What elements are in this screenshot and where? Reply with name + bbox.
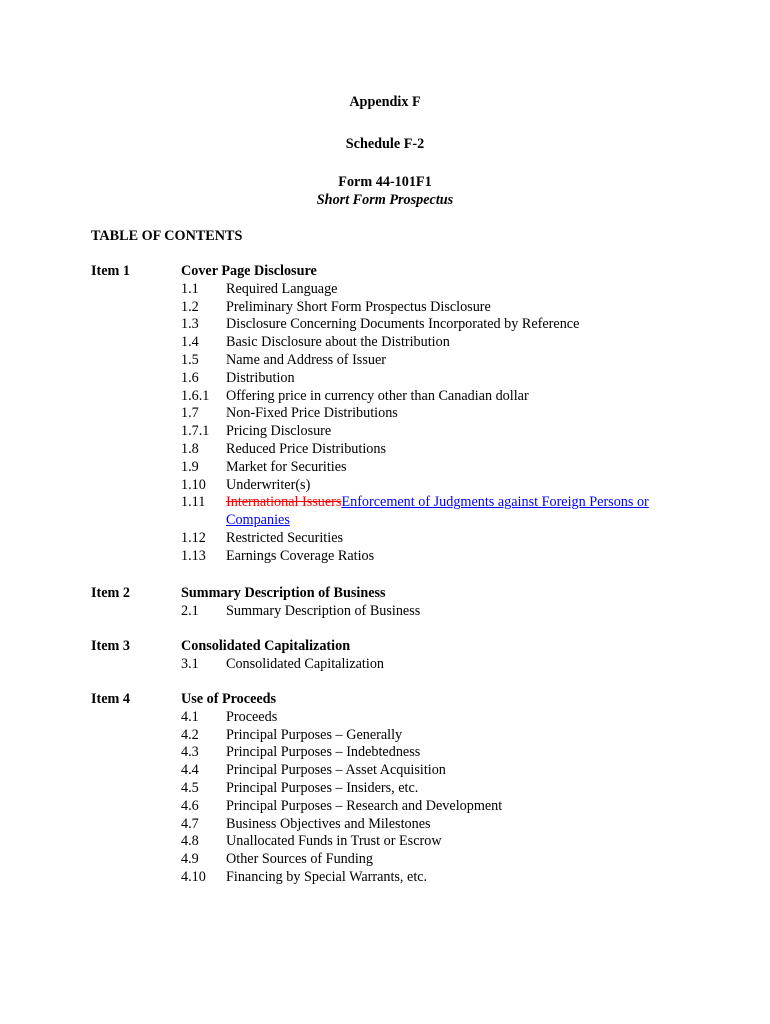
entry-text: Distribution xyxy=(226,369,295,386)
entry-text: Market for Securities xyxy=(226,458,347,475)
toc-entry xyxy=(181,370,701,388)
entry-number: 1.1 xyxy=(181,280,199,297)
entry-number: 4.1 xyxy=(181,708,199,725)
toc-entry xyxy=(181,530,701,548)
entry-number: 1.13 xyxy=(181,547,206,564)
entry-text xyxy=(226,494,696,530)
entry-text: Non-Fixed Price Distributions xyxy=(226,405,398,422)
entry-number: 4.2 xyxy=(181,726,199,743)
item-entries xyxy=(181,603,701,621)
item-entries xyxy=(181,281,701,566)
entry-text: Reduced Price Distributions xyxy=(226,440,386,457)
entry-text: Financing by Special Warrants, etc. xyxy=(226,868,428,885)
entry-text: Offering price in currency other than Canadian dollar xyxy=(226,387,529,404)
toc-entry xyxy=(181,851,701,869)
entry-number: 1.6 xyxy=(181,369,199,386)
entry-number: 3.1 xyxy=(181,655,199,672)
item-entries xyxy=(181,656,701,674)
entry-text: Principal Purposes – Insiders, etc. xyxy=(226,779,419,796)
entry-number: 1.5 xyxy=(181,351,199,368)
toc-entry xyxy=(181,869,701,887)
inserted-text: Enforcement of Judgments against Foreign Persons or Companies xyxy=(226,494,649,529)
entry-text: Principal Purposes – Indebtedness xyxy=(226,744,421,761)
toc-heading: TABLE OF CONTENTS xyxy=(91,228,243,244)
item-title: Consolidated Capitalization xyxy=(181,638,351,654)
entry-number: 1.10 xyxy=(181,476,206,493)
item-entries xyxy=(181,709,701,887)
entry-text: Proceeds xyxy=(226,708,278,725)
entry-text: Underwriter(s) xyxy=(226,476,311,493)
toc-entry xyxy=(181,441,701,459)
entry-number: 1.9 xyxy=(181,458,199,475)
toc-entry xyxy=(181,405,701,423)
item-title: Cover Page Disclosure xyxy=(181,263,317,279)
entry-text: Restricted Securities xyxy=(226,529,344,546)
item-title: Summary Description of Business xyxy=(181,585,386,601)
form-subtitle: Short Form Prospectus xyxy=(316,192,454,208)
entry-text: Other Sources of Funding xyxy=(226,851,373,868)
toc-entry xyxy=(181,798,701,816)
toc-entry xyxy=(181,299,701,317)
toc-entry xyxy=(181,423,701,441)
entry-text: Required Language xyxy=(226,280,338,297)
item-label: Item 3 xyxy=(91,638,131,654)
toc-entry xyxy=(181,477,701,495)
item-label: Item 4 xyxy=(91,691,131,707)
entry-number: 4.7 xyxy=(181,815,199,832)
toc-entry xyxy=(181,727,701,745)
entry-text: Unallocated Funds in Trust or Escrow xyxy=(226,833,442,850)
toc-entry xyxy=(181,709,701,727)
toc-entry xyxy=(181,780,701,798)
toc-entry xyxy=(181,316,701,334)
entry-number: 1.6.1 xyxy=(181,387,210,404)
form-title: Form 44-101F1 xyxy=(338,174,432,190)
entry-number: 1.12 xyxy=(181,529,206,546)
entry-text: Pricing Disclosure xyxy=(226,423,332,440)
entry-text: Basic Disclosure about the Distribution xyxy=(226,334,450,351)
entry-number: 4.10 xyxy=(181,868,206,885)
toc-entry xyxy=(181,459,701,477)
entry-text: Principal Purposes – Research and Development xyxy=(226,797,503,814)
toc-entry xyxy=(181,603,701,621)
entry-number: 1.8 xyxy=(181,440,199,457)
toc-entry-tracked-change xyxy=(181,494,701,530)
entry-text: Disclosure Concerning Documents Incorporated by Reference xyxy=(226,316,580,333)
entry-text: Principal Purposes – Generally xyxy=(226,726,403,743)
entry-number: 1.2 xyxy=(181,298,199,315)
entry-number: 1.7 xyxy=(181,405,199,422)
toc-entry xyxy=(181,762,701,780)
deleted-text: International Issuers xyxy=(226,494,342,511)
entry-number: 4.6 xyxy=(181,797,199,814)
entry-text: Consolidated Capitalization xyxy=(226,655,385,672)
toc-entry xyxy=(181,352,701,370)
entry-number: 1.3 xyxy=(181,316,199,333)
entry-text: Preliminary Short Form Prospectus Disclosure xyxy=(226,298,491,315)
entry-text: Name and Address of Issuer xyxy=(226,351,386,368)
toc-entry xyxy=(181,334,701,352)
appendix-heading: Appendix F xyxy=(349,94,421,110)
entry-number: 4.8 xyxy=(181,833,199,850)
toc-entry xyxy=(181,281,701,299)
entry-number: 1.11 xyxy=(181,494,206,511)
toc-entry xyxy=(181,833,701,851)
toc-entry xyxy=(181,548,701,566)
item-label: Item 2 xyxy=(91,585,131,601)
entry-number: 4.3 xyxy=(181,744,199,761)
entry-text: Earnings Coverage Ratios xyxy=(226,547,375,564)
entry-number: 4.5 xyxy=(181,779,199,796)
toc-entry xyxy=(181,816,701,834)
entry-text: Summary Description of Business xyxy=(226,602,421,619)
entry-number: 1.7.1 xyxy=(181,423,210,440)
schedule-heading: Schedule F-2 xyxy=(345,136,425,152)
item-title: Use of Proceeds xyxy=(181,691,277,707)
toc-entry xyxy=(181,744,701,762)
entry-number: 1.4 xyxy=(181,334,199,351)
item-label: Item 1 xyxy=(91,263,131,279)
entry-text: Principal Purposes – Asset Acquisition xyxy=(226,762,446,779)
entry-number: 4.4 xyxy=(181,762,199,779)
entry-number: 4.9 xyxy=(181,851,199,868)
entry-number: 2.1 xyxy=(181,602,199,619)
toc-entry xyxy=(181,388,701,406)
entry-text: Business Objectives and Milestones xyxy=(226,815,431,832)
toc-entry xyxy=(181,656,701,674)
